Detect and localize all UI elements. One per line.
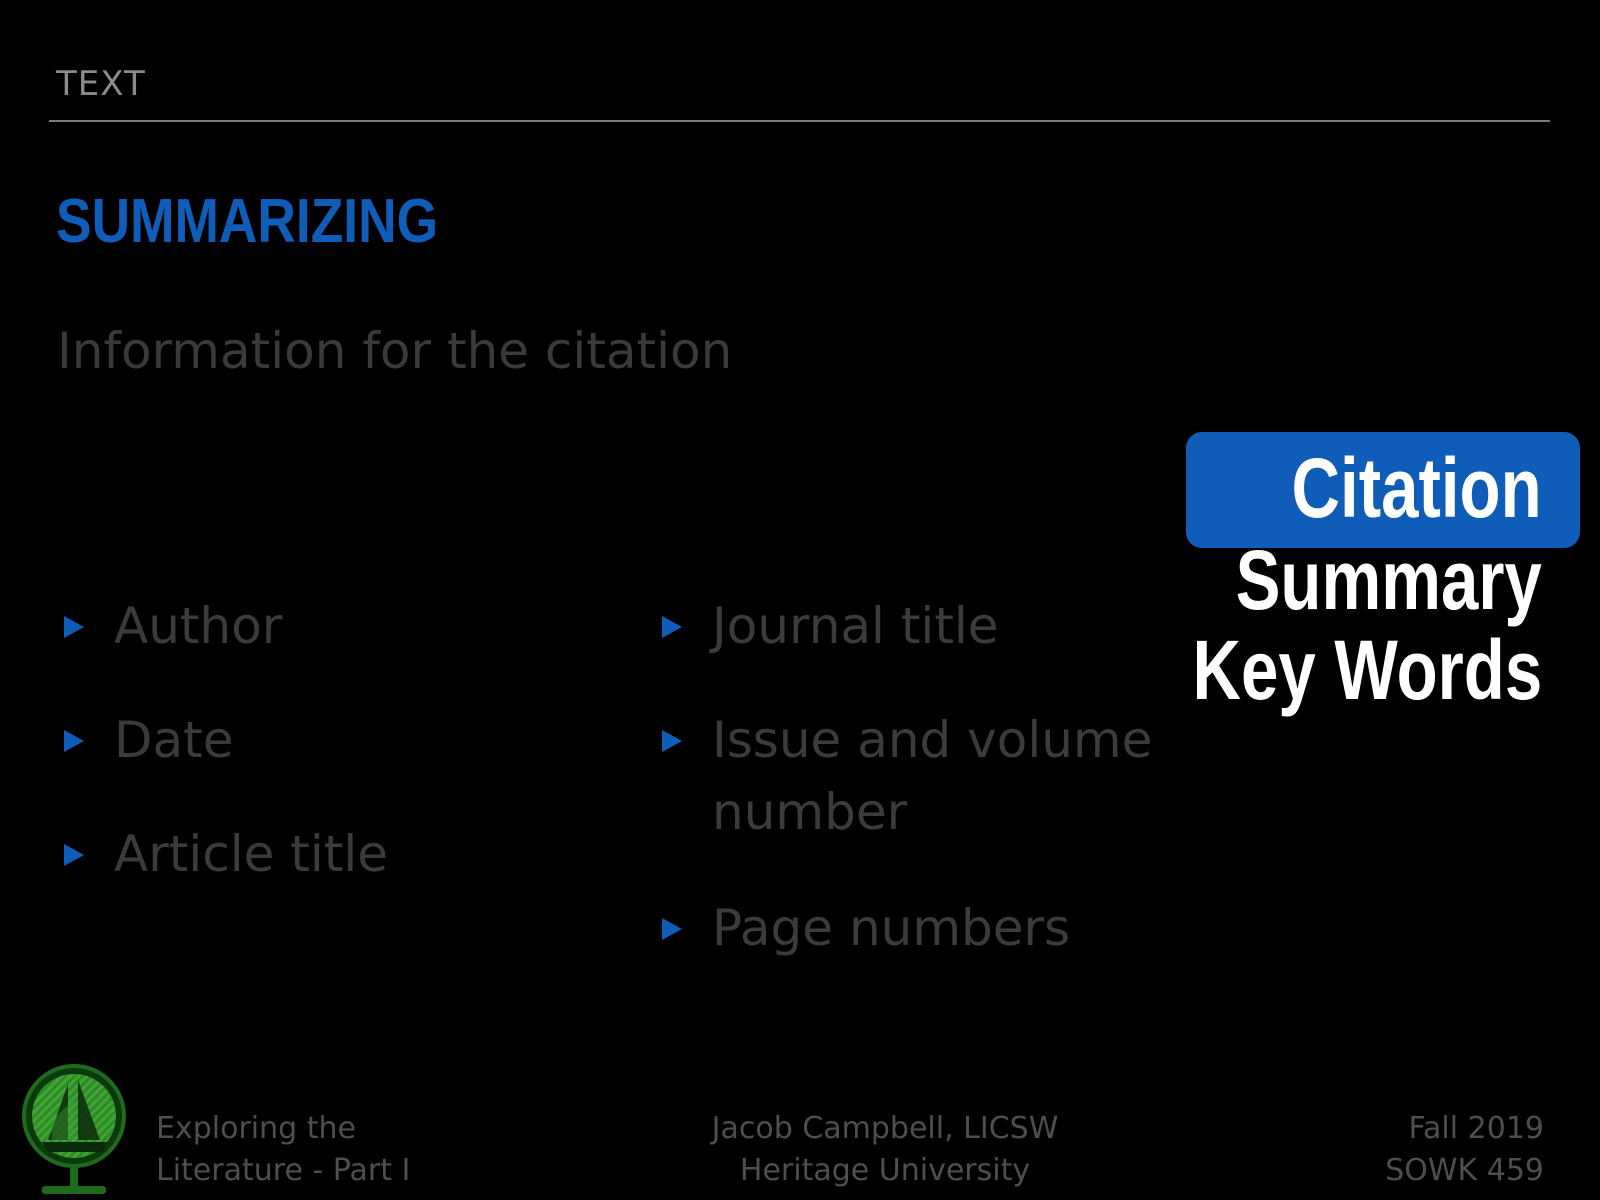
bullet-item <box>64 704 234 776</box>
nav-item-citation[interactable]: Citation <box>1291 441 1542 535</box>
bullet-item <box>64 590 282 662</box>
bullet-item <box>662 892 1222 964</box>
footer-text: Exploring the <box>156 1111 356 1146</box>
bullet-item <box>64 818 388 890</box>
bullet-text: Date <box>114 711 234 769</box>
triangle-bullet-icon <box>64 616 84 638</box>
footer-text: SOWK 459 <box>1385 1153 1544 1188</box>
triangle-bullet-icon <box>662 730 682 752</box>
bullet-text: Article title <box>114 825 389 883</box>
footer-text: Literature - Part I <box>156 1153 411 1188</box>
section-label: TEXT <box>56 64 146 104</box>
triangle-bullet-icon <box>64 844 84 866</box>
footer-term <box>1385 1108 1544 1192</box>
bullet-text: Journal title <box>712 597 999 655</box>
footer-text: Heritage University <box>739 1153 1031 1188</box>
ship-globe-logo <box>12 1060 132 1200</box>
bullet-text: Page numbers <box>712 899 1071 957</box>
triangle-bullet-icon <box>64 730 84 752</box>
footer-text: Jacob Campbell, LICSW <box>711 1111 1059 1146</box>
nav-item-summary[interactable]: Summary <box>1235 533 1542 627</box>
triangle-bullet-icon <box>662 616 682 638</box>
footer-text: Fall 2019 <box>1408 1111 1544 1146</box>
footer-author <box>640 1108 1130 1192</box>
slide-subtitle: Information for the citation <box>57 322 733 380</box>
bullet-text: Issue and volume number <box>712 711 1153 841</box>
slide-title: SUMMARIZING <box>56 187 439 256</box>
bullet-item <box>662 704 1222 848</box>
footer-course-title <box>156 1108 410 1192</box>
triangle-bullet-icon <box>662 918 682 940</box>
bullet-text: Author <box>114 597 283 655</box>
bullet-item <box>662 590 1222 662</box>
header-divider <box>49 120 1550 122</box>
nav-item-key-words[interactable]: Key Words <box>1192 623 1542 717</box>
